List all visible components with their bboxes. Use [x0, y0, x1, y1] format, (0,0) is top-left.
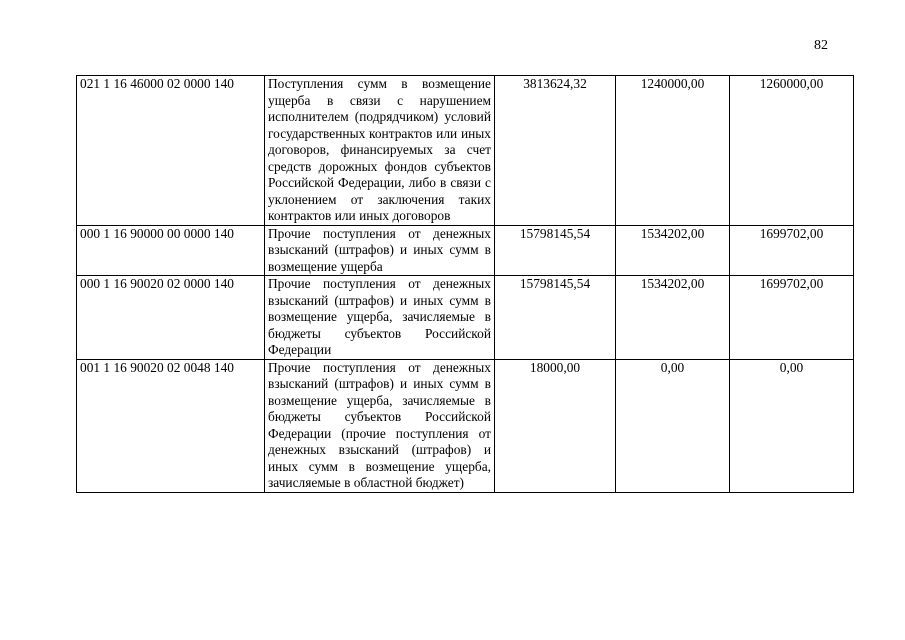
- amount-col-3: 0,00: [730, 359, 854, 492]
- amount-col-1: 18000,00: [495, 359, 616, 492]
- revenue-description: Прочие поступления от денежных взысканий (штрафов) и иных сумм в возмещение ущерба: [265, 225, 495, 276]
- revenue-code: 000 1 16 90020 02 0000 140: [77, 276, 265, 360]
- table-row: [77, 76, 854, 226]
- amount-col-2: 1534202,00: [616, 276, 730, 360]
- table-row: [77, 225, 854, 276]
- amount-col-3: 1699702,00: [730, 276, 854, 360]
- amount-col-3: 1699702,00: [730, 225, 854, 276]
- amount-col-1: 3813624,32: [495, 76, 616, 226]
- table-row: [77, 359, 854, 492]
- table-row: [77, 276, 854, 360]
- amount-col-2: 1240000,00: [616, 76, 730, 226]
- revenue-code: 000 1 16 90000 00 0000 140: [77, 225, 265, 276]
- revenue-code: 021 1 16 46000 02 0000 140: [77, 76, 265, 226]
- revenue-description: Прочие поступления от денежных взысканий (штрафов) и иных сумм в возмещение ущерба, зачисляемые в бюджеты субъектов Российской Федерации: [265, 276, 495, 360]
- revenue-description: Поступления сумм в возмещение ущерба в связи с нарушением исполнителем (подрядчиком) условий государственных контрактов или иных договоров, финансируемых за счет средств дорожных фондов субъектов Российской Федерации, либо в связи с уклонением от заключения таких контрактов или иных договоров: [265, 76, 495, 226]
- revenue-code: 001 1 16 90020 02 0048 140: [77, 359, 265, 492]
- revenue-description: Прочие поступления от денежных взысканий (штрафов) и иных сумм в возмещение ущерба, зачисляемые в бюджеты субъектов Российской Федерации (прочие поступления от денежных взысканий (штрафов) и иных сумм в возмещение ущерба, зачисляемые в областной бюджет): [265, 359, 495, 492]
- amount-col-3: 1260000,00: [730, 76, 854, 226]
- amount-col-1: 15798145,54: [495, 276, 616, 360]
- page-number: 82: [814, 38, 828, 53]
- amount-col-2: 1534202,00: [616, 225, 730, 276]
- amount-col-1: 15798145,54: [495, 225, 616, 276]
- revenue-table: [76, 75, 854, 493]
- amount-col-2: 0,00: [616, 359, 730, 492]
